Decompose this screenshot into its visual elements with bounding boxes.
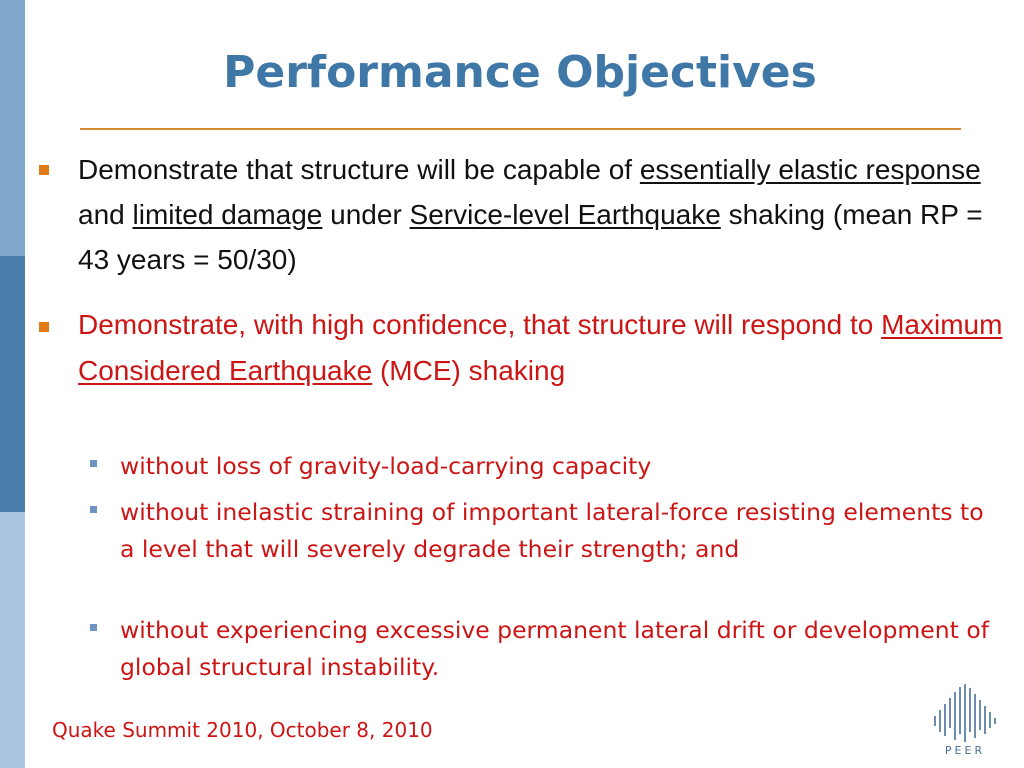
bullet-text-part: and [78, 199, 133, 230]
title-divider [80, 128, 961, 130]
footer-text: Quake Summit 2010, October 8, 2010 [52, 718, 433, 742]
blue-square-bullet-icon [90, 506, 97, 513]
peer-logo-icon [929, 682, 1001, 744]
subbullet-text: without inelastic straining of important lateral-force resisting elements to a level that will severely degrade their strength; and [120, 498, 984, 563]
bullet-text-part: Demonstrate that structure will be capable of [78, 154, 640, 185]
peer-logo [929, 682, 1001, 762]
side-bar-top-segment [0, 0, 25, 256]
orange-square-bullet-icon [39, 322, 49, 332]
bullet-text-part: shaking (mean RP = 43 years = 50/30) [78, 199, 983, 275]
side-color-bar [0, 0, 25, 768]
logo-wordmark: PEER [944, 744, 986, 757]
underlined-term-elastic-response: essentially elastic response [639, 154, 981, 185]
underlined-term-mce: Maximum Considered Earthquake [78, 309, 1003, 386]
blue-square-bullet-icon [90, 624, 97, 631]
slide-title: Performance Objectives [223, 47, 817, 98]
subbullet-text: without experiencing excessive permanent lateral drift or development of global structural instability. [120, 616, 989, 681]
bullet-text [78, 147, 1008, 282]
underlined-term-limited-damage: limited damage [132, 199, 323, 230]
subbullet-text: without loss of gravity-load-carrying capacity [120, 452, 652, 480]
underlined-term-service-level-earthquake: Service-level Earthquake [409, 199, 721, 230]
bullet-text-part: Demonstrate, with high confidence, that structure will respond to [78, 309, 882, 340]
side-bar-bottom-segment [0, 512, 25, 768]
side-bar-middle-segment [0, 256, 25, 512]
bullet-text [78, 302, 1008, 394]
blue-square-bullet-icon [90, 460, 97, 467]
orange-square-bullet-icon [39, 165, 49, 175]
bullet-text-part: (MCE) shaking [372, 355, 566, 386]
bullet-text-part: under [322, 199, 410, 230]
